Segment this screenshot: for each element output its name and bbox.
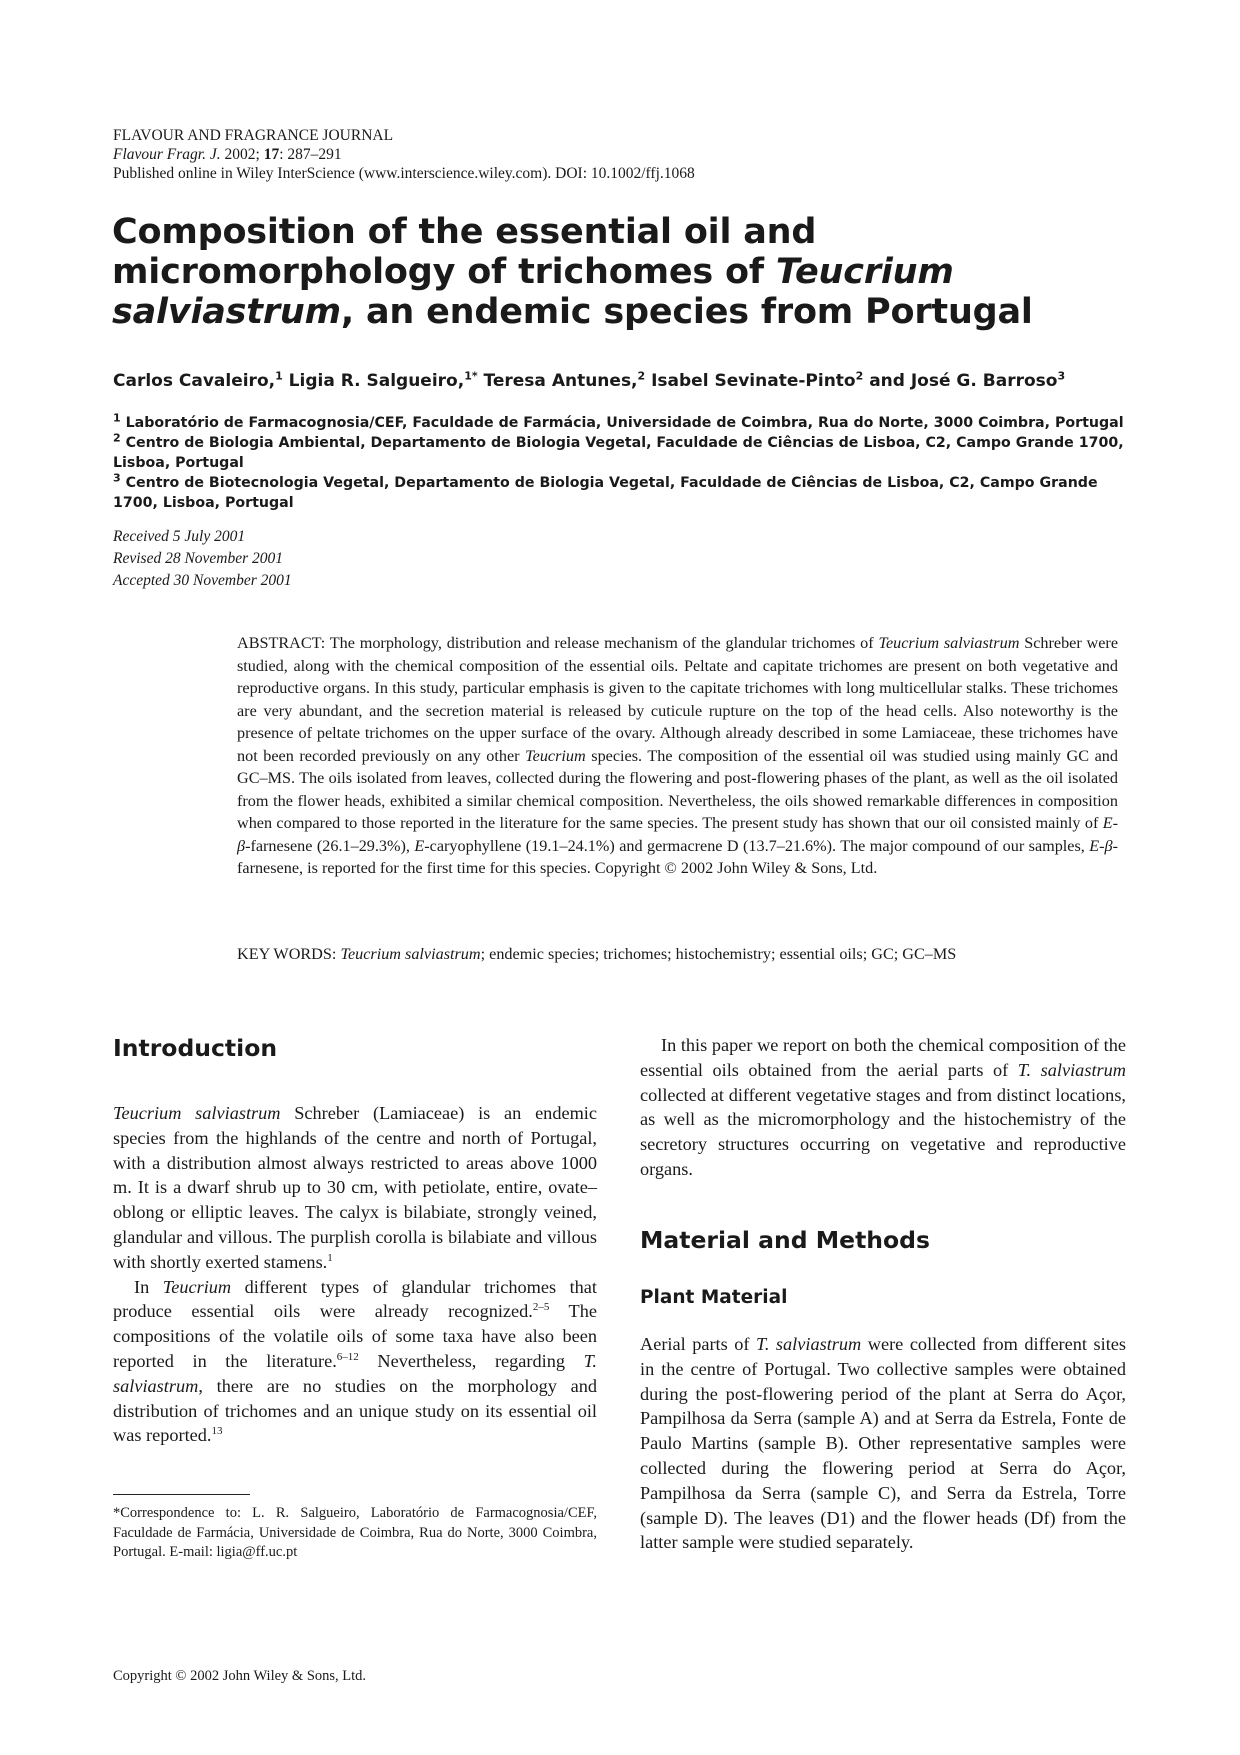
methods-heading: Material and Methods bbox=[640, 1226, 930, 1254]
introduction-heading: Introduction bbox=[113, 1034, 278, 1062]
keywords: KEY WORDS: Teucrium salviastrum; endemic species; trichomes; histochemistry; essential oils; GC; GC–MS bbox=[237, 945, 957, 963]
journal-header bbox=[113, 126, 1013, 183]
paragraph: Teucrium salviastrum Schreber (Lamiaceae) is an endemic species from the highlands of the centre and north of Portugal, with a distribution almost always restricted to areas above 1000 m. It is a dwarf shrub up to 30 cm, with petiolate, entire, ovate–oblong or elliptic leaves. The calyx is bilabiate, strongly veined, glandular and villous. The purplish corolla is bilabiate and villous with shortly exerted stamens.$^1$ bbox=[113, 1103, 597, 1272]
citation-ref: 6–12 bbox=[336, 1350, 359, 1363]
citation-ref: 1 bbox=[327, 1251, 333, 1264]
introduction-body bbox=[113, 1101, 597, 1448]
affiliation: $^2$ Centro de Biologia Ambiental, Departamento de Biologia Vegetal, Faculdade de Ciências de Lisboa, C2, Campo Grande 1700, Lisboa, Portugal bbox=[113, 431, 1124, 471]
abstract: ABSTRACT: The morphology, distribution and release mechanism of the glandular trichomes of Teucrium salviastrum Schreber were studied, along with the chemical composition of the essential oils. Peltate and capitate trichomes are present on both vegetative and reproductive organs. In this study, particular emphasis is given to the capitate trichomes with long multicellular stalks. These trichomes are very abundant, and the secretion material is released by cuticule rupture on the top of the head cells. Also noteworthy is the presence of peltate trichomes on the upper surface of the ovary. Although already described in some Lamiaceae, these trichomes have not been recorded previously on any other Teucrium species. The composition of the essential oil was studied using mainly GC and GC–MS. The oils isolated from leaves, collected during the flowering and post-flowering phases of the plant, as well as the oil isolated from the flower heads, exhibited a similar chemical composition. Nevertheless, the oils showed remarkable differences in composition when compared to those reported in the literature for the same species. The present study has shown that our oil consisted mainly of E-β-farnesene (26.1–29.3%), E-caryophyllene (19.1–24.1%) and germacrene D (13.7–21.6%). The major compound of our samples, E-β-farnesene, is reported for the first time for this species. Copyright © 2002 John Wiley & Sons, Ltd. bbox=[237, 634, 1119, 877]
copyright-line: Copyright © 2002 John Wiley & Sons, Ltd. bbox=[113, 1668, 367, 1684]
article-title bbox=[112, 212, 1142, 332]
paragraph: In this paper we report on both the chemical composition of the essential oils obtained from the aerial parts of T. salviastrum collected at different vegetative stages and from distinct locations, as well as the micromorphology and the histochemistry of the secretory structures occurring on vegetative and reproductive organs. bbox=[640, 1035, 1126, 1179]
author: Carlos Cavaleiro,$^1$ bbox=[113, 369, 283, 391]
author: Isabel Sevinate-Pinto$^2$ bbox=[645, 369, 864, 391]
citation-ref: 13 bbox=[211, 1425, 223, 1438]
citation-volume: 17 bbox=[263, 146, 280, 163]
author: Teresa Antunes,$^2$ bbox=[477, 369, 646, 391]
title-part1: Composition of the essential oil and micromorphology of trichomes of bbox=[112, 212, 817, 292]
author: Ligia R. Salgueiro,$^{1*}$ bbox=[282, 369, 478, 391]
footnote-rule bbox=[113, 1494, 250, 1495]
article-dates bbox=[113, 526, 513, 592]
plant-material-body bbox=[640, 1332, 1126, 1555]
title-species: Teucrium salviastrum bbox=[112, 252, 954, 332]
plant-material-heading: Plant Material bbox=[640, 1287, 788, 1308]
citation-ref: 2–5 bbox=[532, 1301, 550, 1314]
paragraph: Aerial parts of T. salviastrum were collected from different sites in the centre of Portugal. Two collective samples were obtained during the post-flowering period of the plant at Serra do Açor, Pampilhosa da Serra (sample A) and at Serra da Estrela, Fonte de Paulo Martins (sample B). Other representative samples were collected during the flowering period at Serra do Açor, Pampilhosa da Serra (sample C), and Serra da Estrela, Torre (sample D). The leaves (D1) and the flower heads (Df) from the latter sample were studied separately. bbox=[640, 1334, 1126, 1553]
affiliations bbox=[113, 413, 1143, 513]
citation-pages: : 287–291 bbox=[279, 146, 342, 163]
date-accepted: Accepted 30 November 2001 bbox=[113, 572, 292, 589]
journal-name: FLAVOUR AND FRAGRANCE JOURNAL bbox=[113, 127, 394, 144]
affiliation: $^3$ Centro de Biotecnologia Vegetal, Departamento de Biologia Vegetal, Faculdade de Ciências de Lisboa, C2, Campo Grande 1700, Lisboa, Portugal bbox=[113, 471, 1098, 511]
journal-citation bbox=[113, 145, 1013, 164]
author: and José G. Barroso$^3$ bbox=[863, 369, 1066, 391]
right-column-intro bbox=[640, 1033, 1126, 1182]
citation-year: 2002; bbox=[224, 146, 260, 163]
correspondence-footnote: *Correspondence to: L. R. Salgueiro, Laboratório de Farmacognosia/CEF, Faculdade de Farmácia, Universidade de Coimbra, Rua do Norte, 3000 Coimbra, Portugal. E-mail: ligia@ff.uc.pt bbox=[113, 1505, 597, 1560]
paragraph: In Teucrium different types of glandular trichomes that produce essential oils were already recognized.$^{2-5}$ The compositions of the volatile oils of some taxa have also been reported in the literature.$^{6-12}$ Nevertheless, regarding T. salviastrum, there are no studies on the morphology and distribution of trichomes and an unique study on its essential oil was reported.$^{13}$ bbox=[113, 1276, 597, 1446]
date-received: Received 5 July 2001 bbox=[113, 528, 246, 545]
published-online: Published online in Wiley InterScience (www.interscience.wiley.com). DOI: 10.1002/ffj.1068 bbox=[113, 165, 695, 182]
author-list bbox=[113, 370, 1143, 392]
affiliation: $^1$ Laboratório de Farmacognosia/CEF, Faculdade de Farmácia, Universidade de Coimbra, Rua do Norte, 3000 Coimbra, Portugal bbox=[113, 411, 1124, 431]
date-revised: Revised 28 November 2001 bbox=[113, 550, 284, 567]
title-part2: , an endemic species from Portugal bbox=[340, 292, 1033, 332]
citation-abbrev: Flavour Fragr. J. bbox=[113, 146, 221, 163]
